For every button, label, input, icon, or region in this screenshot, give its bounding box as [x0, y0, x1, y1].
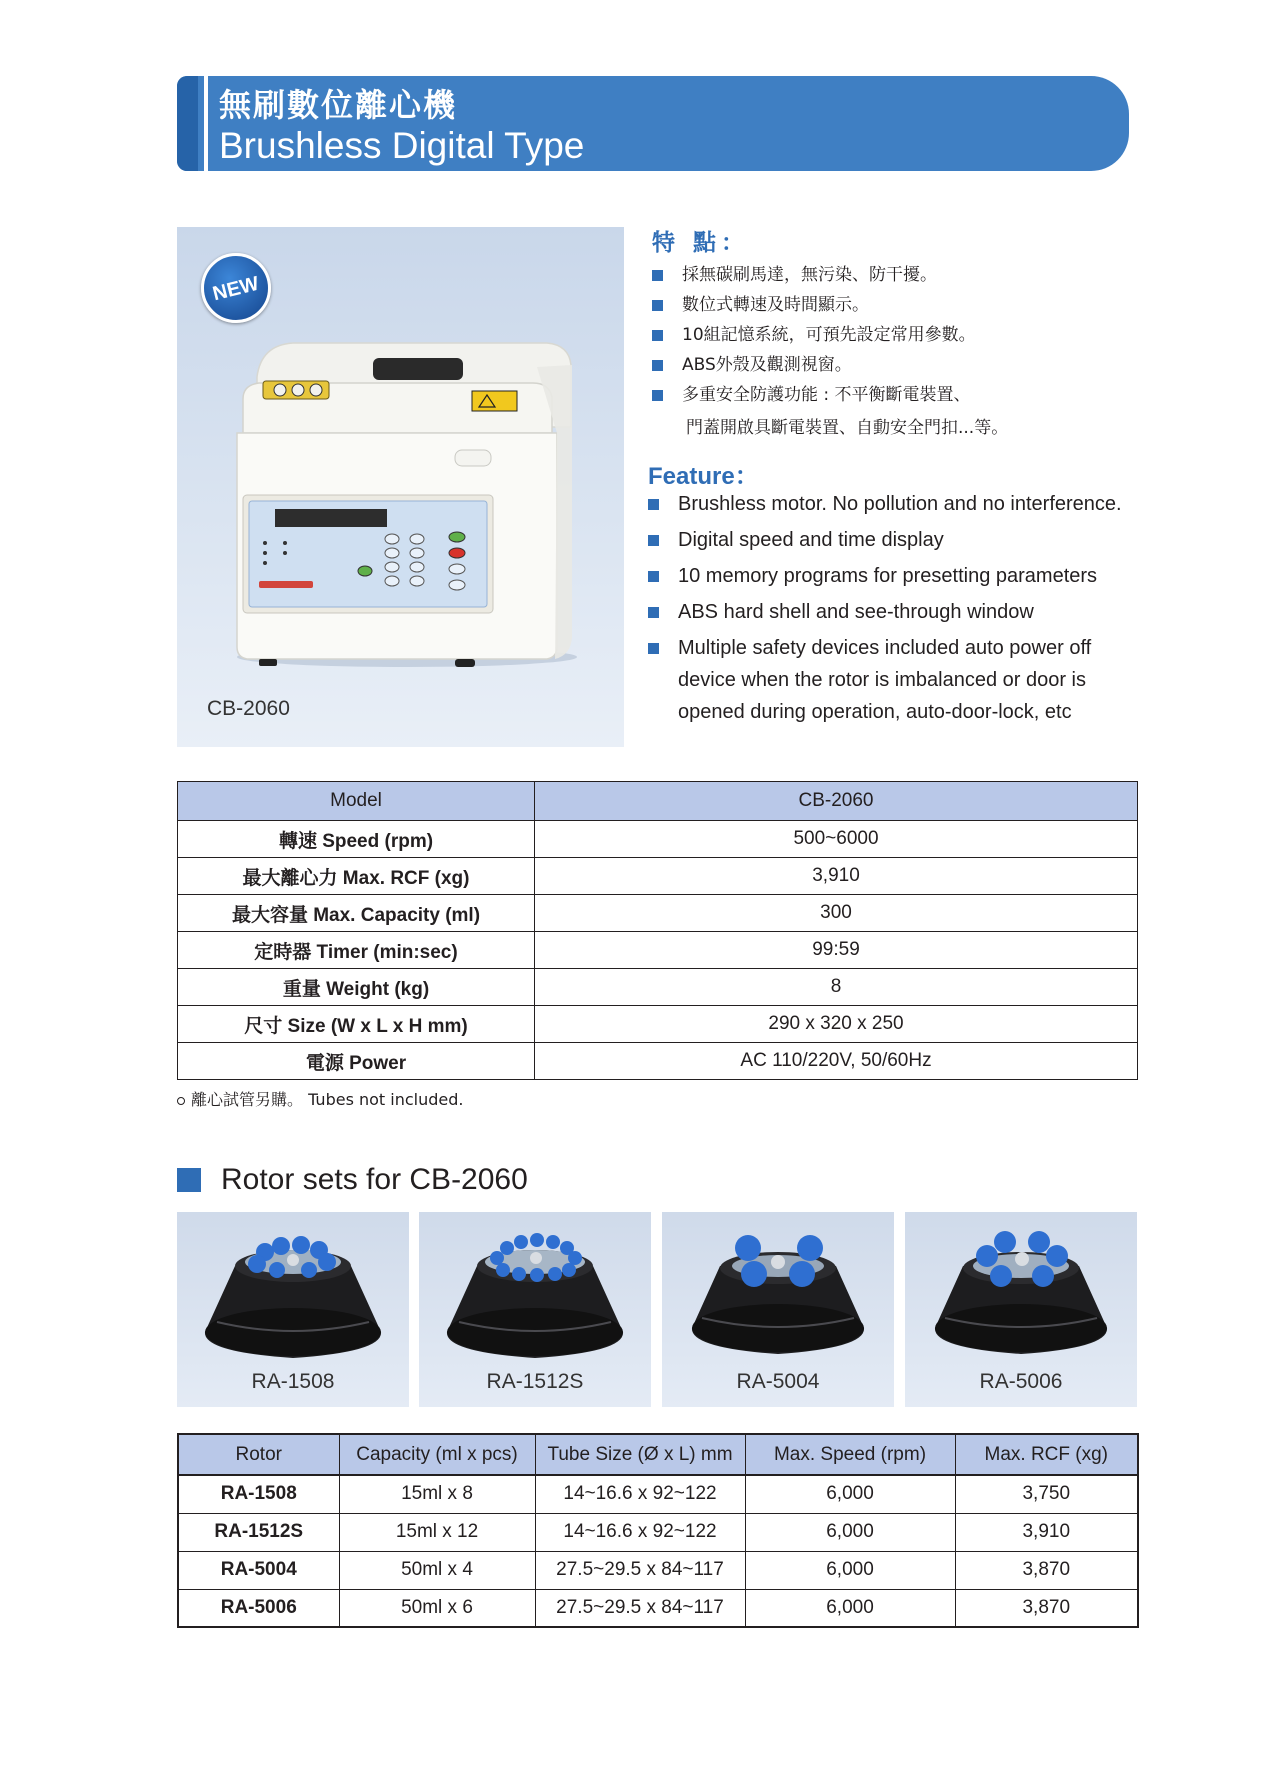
bullet-square-icon — [648, 607, 659, 618]
table-row — [178, 821, 1138, 858]
rotor-table-header — [178, 1434, 1138, 1475]
feature-zh-text: 門蓋開啟具斷電裝置、自動安全門扣...等。 — [686, 418, 1009, 438]
feature-zh-item — [652, 320, 1122, 350]
spec-label: 尺寸 Size (W x L x H mm) — [178, 1006, 535, 1043]
page-title-en: Brushless Digital Type — [219, 125, 585, 166]
spec-table-header — [178, 782, 1138, 821]
spec-label: 電源 Power — [178, 1043, 535, 1080]
bullet-square-icon — [648, 643, 659, 654]
rotor-name: RA-5004 — [178, 1551, 339, 1589]
feature-zh-text: ABS外殼及觀測視窗。 — [682, 355, 852, 375]
rotor-image-label: RA-1512S — [486, 1370, 584, 1393]
rotor-table — [177, 1433, 1139, 1628]
new-badge-label: NEW — [210, 272, 262, 306]
rotor-max-rcf: 3,870 — [955, 1589, 1138, 1627]
bullet-square-icon — [648, 499, 659, 510]
spec-label: 最大離心力 Max. RCF (xg) — [178, 858, 535, 895]
spec-table — [177, 781, 1138, 1080]
table-row — [178, 1589, 1138, 1627]
spec-value: 500~6000 — [535, 821, 1138, 858]
spec-header-cell: CB-2060 — [535, 782, 1138, 821]
spec-label: 重量 Weight (kg) — [178, 969, 535, 1006]
feature-zh-continuation — [652, 410, 1122, 446]
spec-header-cell: Model — [178, 782, 535, 821]
product-photo — [177, 227, 624, 747]
spec-value: 290 x 320 x 250 — [535, 1006, 1138, 1043]
spec-value: 3,910 — [535, 858, 1138, 895]
table-row — [178, 932, 1138, 969]
feature-zh-text: 10組記憶系統，可預先設定常用參數。 — [682, 325, 976, 345]
rotor-section-title: Rotor sets for CB-2060 — [221, 1163, 528, 1196]
product-model-caption: CB-2060 — [207, 697, 290, 720]
spec-value: 8 — [535, 969, 1138, 1006]
rotor-capacity: 50ml x 4 — [339, 1551, 535, 1589]
rotor-section-heading — [177, 1163, 528, 1197]
rotor-capacity: 15ml x 12 — [339, 1513, 535, 1551]
feature-zh-text: 數位式轉速及時間顯示。 — [682, 295, 869, 315]
feature-en-item — [648, 596, 1128, 628]
rotor-capacity: 15ml x 8 — [339, 1475, 535, 1513]
feature-zh-item — [652, 260, 1122, 290]
note-circle-icon — [177, 1097, 185, 1105]
bullet-square-icon — [652, 360, 663, 371]
rotor-image-ra-1512s — [419, 1212, 651, 1407]
feature-en-text: Brushless motor. No pollution and no interference. — [678, 493, 1122, 515]
feature-en-item — [648, 560, 1128, 592]
rotor-name: RA-5006 — [178, 1589, 339, 1627]
rotor-header-cell: Rotor — [178, 1434, 339, 1475]
feature-zh-item — [652, 290, 1122, 320]
spec-value: AC 110/220V, 50/60Hz — [535, 1043, 1138, 1080]
rotor-max-speed: 6,000 — [745, 1513, 955, 1551]
table-row — [178, 969, 1138, 1006]
rotor-name: RA-1508 — [178, 1475, 339, 1513]
features-en-title: Feature： — [648, 463, 759, 490]
rotor-max-speed: 6,000 — [745, 1475, 955, 1513]
centrifuge-illustration — [177, 227, 624, 747]
feature-zh-item — [652, 380, 1122, 410]
tubes-note — [177, 1087, 464, 1110]
rotor-name: RA-1512S — [178, 1513, 339, 1551]
rotor-tube-size: 27.5~29.5 x 84~117 — [535, 1589, 745, 1627]
spec-value: 300 — [535, 895, 1138, 932]
table-row — [178, 895, 1138, 932]
feature-en-text: Digital speed and time display — [678, 529, 944, 551]
rotor-image-ra-5004 — [662, 1212, 894, 1407]
rotor-max-speed: 6,000 — [745, 1589, 955, 1627]
rotor-max-rcf: 3,870 — [955, 1551, 1138, 1589]
feature-en-item — [648, 632, 1128, 728]
table-row — [178, 1513, 1138, 1551]
feature-en-text: ABS hard shell and see-through window — [678, 601, 1034, 623]
rotor-tube-size: 14~16.6 x 92~122 — [535, 1475, 745, 1513]
feature-zh-text: 多重安全防護功能 : 不平衡斷電裝置、 — [682, 385, 971, 405]
spec-label: 定時器 Timer (min:sec) — [178, 932, 535, 969]
bullet-square-icon — [652, 330, 663, 341]
spec-value: 99:59 — [535, 932, 1138, 969]
table-row — [178, 1475, 1138, 1513]
feature-en-text: Multiple safety devices included auto power off device when the rotor is imbalanced or door is opened during operation, auto-door-lock, etc — [678, 637, 1092, 723]
rotor-capacity: 50ml x 6 — [339, 1589, 535, 1627]
bullet-square-icon — [652, 300, 663, 311]
rotor-header-cell: Max. RCF (xg) — [955, 1434, 1138, 1475]
features-zh-title: 特 點： — [652, 230, 750, 256]
feature-en-item — [648, 488, 1128, 520]
banner-divider — [204, 76, 208, 171]
table-row — [178, 1551, 1138, 1589]
page-title-zh: 無刷數位離心機 — [219, 86, 458, 124]
features-zh-list — [652, 260, 1122, 446]
rotor-header-cell: Max. Speed (rpm) — [745, 1434, 955, 1475]
feature-zh-text: 採無碳刷馬達，無污染、防干擾。 — [682, 265, 937, 285]
rotor-max-rcf: 3,910 — [955, 1513, 1138, 1551]
rotor-image-label: RA-1508 — [251, 1370, 335, 1393]
feature-zh-item — [652, 350, 1122, 380]
header-banner — [177, 76, 1129, 171]
tubes-note-text: 離心試管另購。 Tubes not included. — [191, 1090, 464, 1109]
bullet-square-icon — [652, 270, 663, 281]
features-en-list — [648, 488, 1128, 732]
banner-cap — [177, 76, 198, 171]
rotor-image-label: RA-5004 — [736, 1370, 820, 1393]
rotor-image-ra-1508 — [177, 1212, 409, 1407]
bullet-square-icon — [648, 571, 659, 582]
feature-en-item — [648, 524, 1128, 556]
table-row — [178, 858, 1138, 895]
rotor-image-ra-5006 — [905, 1212, 1137, 1407]
rotor-tube-size: 27.5~29.5 x 84~117 — [535, 1551, 745, 1589]
rotor-header-cell: Capacity (ml x pcs) — [339, 1434, 535, 1475]
rotor-max-speed: 6,000 — [745, 1551, 955, 1589]
rotor-header-cell: Tube Size (Ø x L) mm — [535, 1434, 745, 1475]
bullet-square-icon — [648, 535, 659, 546]
spec-label: 最大容量 Max. Capacity (ml) — [178, 895, 535, 932]
rotor-tube-size: 14~16.6 x 92~122 — [535, 1513, 745, 1551]
feature-en-text: 10 memory programs for presetting parameters — [678, 565, 1098, 587]
rotor-max-rcf: 3,750 — [955, 1475, 1138, 1513]
table-row — [178, 1043, 1138, 1080]
heading-square-icon — [177, 1168, 201, 1192]
table-row — [178, 1006, 1138, 1043]
rotor-image-label: RA-5006 — [979, 1370, 1063, 1393]
bullet-square-icon — [652, 390, 663, 401]
spec-label: 轉速 Speed (rpm) — [178, 821, 535, 858]
